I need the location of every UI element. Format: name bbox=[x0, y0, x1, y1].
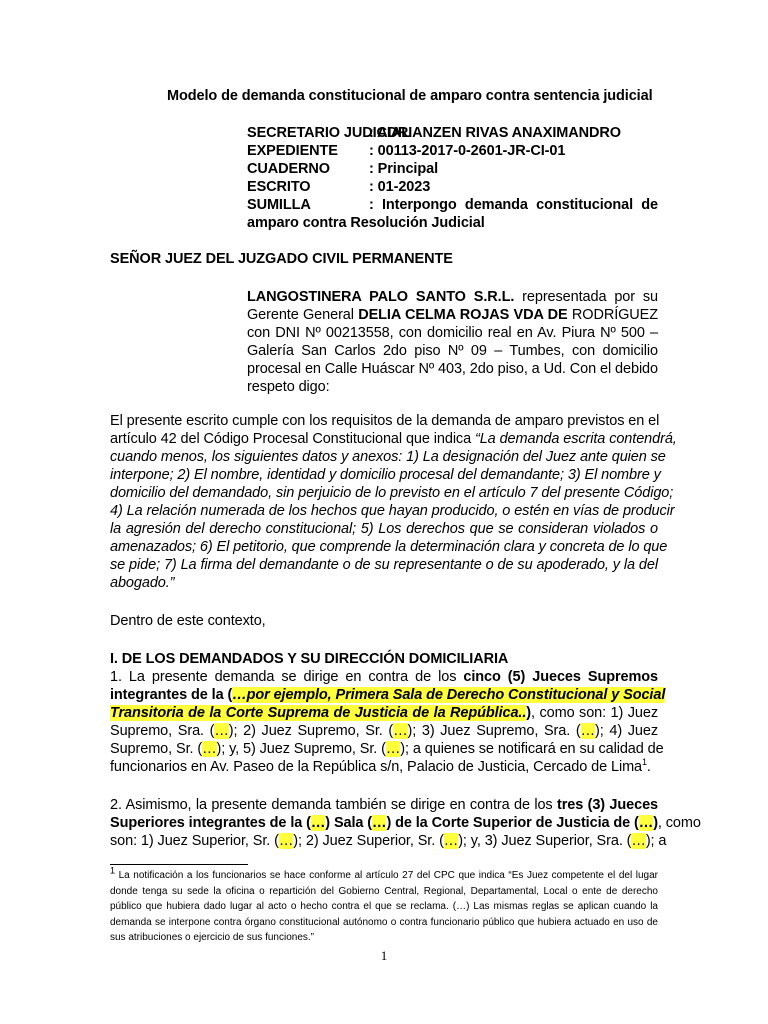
case-label-secretario: SECRETARIO JUDICIAL bbox=[247, 125, 410, 141]
case-value-secretario: : ADRIANZEN RIVAS ANAXIMANDRO bbox=[369, 125, 621, 141]
bold-text: ) bbox=[653, 815, 658, 831]
bold-text: tres (3) Jueces bbox=[557, 797, 658, 813]
paragraph-text: . bbox=[646, 759, 651, 775]
case-label-sumilla: SUMILLA bbox=[247, 197, 311, 213]
paragraph-text: ); y, 3) Juez Superior, Sra. ( bbox=[458, 833, 632, 849]
paragraph-text: ); 3) Juez Supremo, Sra. ( bbox=[407, 723, 581, 739]
paragraph-text: ); 4) Juez bbox=[595, 723, 658, 739]
paragraph-line bbox=[110, 430, 677, 448]
highlighted-ellipsis: … bbox=[631, 833, 646, 849]
intro-line bbox=[247, 288, 658, 306]
highlighted-ellipsis: … bbox=[214, 723, 229, 739]
quote-line: cuando menos, los siguientes datos y anexos: 1) La designación del Juez ante quien se bbox=[110, 449, 666, 465]
quote-line: amenazados; 6) El petitorio, que comprende la determinación clara y concreta de lo que bbox=[110, 539, 668, 555]
quote-line: abogado.” bbox=[110, 575, 175, 591]
paragraph-line bbox=[110, 704, 658, 722]
footnote-ref[interactable]: 1 bbox=[642, 757, 647, 768]
intro-line: respeto digo: bbox=[247, 379, 330, 395]
paragraph-text: ); a quienes se notificará en su calidad de bbox=[400, 741, 664, 757]
paragraph-line bbox=[110, 796, 658, 814]
footnote-number: 1 bbox=[110, 865, 116, 876]
footnote bbox=[110, 865, 658, 946]
manager-name: DELIA CELMA ROJAS VDA DE bbox=[358, 307, 568, 323]
paragraph-line bbox=[110, 814, 701, 832]
paragraph-text: son: 1) Juez Superior, Sr. ( bbox=[110, 833, 279, 849]
case-value-cuaderno: : Principal bbox=[369, 161, 438, 177]
bold-text: cinco (5) Jueces Supremos bbox=[463, 669, 658, 685]
quote-line: se pide; 7) La firma del demandante o de su representante o de su apoderado, y la del bbox=[110, 557, 658, 573]
highlighted-ellipsis: … bbox=[310, 815, 326, 831]
paragraph-text: ); a bbox=[645, 833, 667, 849]
context-line: Dentro de este contexto, bbox=[110, 613, 266, 629]
quote-line: la agresión del derecho constitucional; 5) Los derechos que se consideran violados o bbox=[110, 521, 658, 537]
paragraph-text: , como bbox=[657, 815, 701, 831]
quote-line: interpone; 2) El nombre, identidad y domicilio procesal del demandante; 3) El nombre y bbox=[110, 467, 661, 483]
page-number: 1 bbox=[380, 948, 388, 963]
case-value-escrito: : 01-2023 bbox=[369, 179, 431, 195]
highlighted-ellipsis: … bbox=[580, 723, 595, 739]
paragraph-text: , como son: 1) Juez bbox=[531, 705, 658, 721]
highlighted-ellipsis: … bbox=[385, 741, 401, 757]
highlighted-ellipsis: … bbox=[393, 723, 408, 739]
paragraph-line bbox=[110, 740, 664, 758]
bold-text: Superiores integrantes de la ( bbox=[110, 815, 311, 831]
intro-text: representada por su bbox=[514, 289, 659, 305]
paragraph-text: 2. Asimismo, la presente demanda también se dirige en contra de los bbox=[110, 797, 557, 813]
paragraph-text: Supremo, Sra. ( bbox=[110, 723, 215, 739]
intro-text: RODRÍGUEZ bbox=[567, 307, 659, 323]
bold-text: ) bbox=[526, 705, 532, 721]
paragraph-line bbox=[110, 758, 651, 776]
highlighted-ellipsis: … bbox=[443, 833, 459, 849]
document-title: Modelo de demanda constitucional de amparo contra sentencia judicial bbox=[167, 88, 653, 104]
case-label-escrito: ESCRITO bbox=[247, 179, 311, 195]
case-value-expediente: : 00113-2017-0-2601-JR-CI-01 bbox=[369, 143, 566, 159]
case-label-cuaderno: CUADERNO bbox=[247, 161, 330, 177]
highlighted-text: Transitoria de la Corte Suprema de Justicia de la República.. bbox=[110, 705, 527, 721]
intro-text: Gerente General bbox=[247, 307, 359, 323]
section-heading: I. DE LOS DEMANDADOS Y SU DIRECCIÓN DOMICILIARIA bbox=[110, 651, 509, 667]
footnote-text: La notificación a los funcionarios se hace conforme al artículo 27 del CPC que indica “Es Juez competente el del lugar donde tenga su sede la oficina o repartición del Gobierno Central, Regional, Departamental, Local o ente de derecho público que hubiera dado lugar al acto o hecho contra el que se reclama. (…) Las mismas reglas se aplican cuando la demanda se interpone contra órgano constitucional autónomo o contra funcionario público que hubiera actuado en uso de sus atribuciones o ejercicio de sus funciones.” bbox=[110, 870, 658, 944]
paragraph-line bbox=[110, 832, 667, 850]
intro-line: Galería San Carlos 2do piso Nº 09 – Tumbes, con domicilio bbox=[247, 343, 658, 359]
bold-text: ) Sala ( bbox=[325, 815, 373, 831]
quote-text: “La demanda escrita contendrá, bbox=[474, 431, 677, 447]
bold-text: ) de la Corte Superior de Justicia de ( bbox=[386, 815, 639, 831]
intro-line bbox=[247, 306, 658, 324]
paragraph-text: Supremo, Sr. ( bbox=[110, 741, 203, 757]
paragraph-line bbox=[110, 722, 658, 740]
addressee: SEÑOR JUEZ DEL JUZGADO CIVIL PERMANENTE bbox=[110, 251, 453, 267]
quote-line: domicilio del demandado, sin perjuicio de lo previsto en el artículo 7 del presente Código; bbox=[110, 485, 674, 501]
paragraph-text: artículo 42 del Código Procesal Constitucional que indica bbox=[110, 431, 475, 447]
intro-line: procesal en Calle Huáscar Nº 403, 2do piso, a Ud. Con el debido bbox=[247, 361, 658, 377]
paragraph-text: 1. La presente demanda se dirige en contra de los bbox=[110, 669, 464, 685]
highlighted-ellipsis: … bbox=[202, 741, 217, 757]
paragraph-line bbox=[110, 668, 658, 686]
paragraph-text: ); y, 5) Juez Supremo, Sr. ( bbox=[216, 741, 386, 757]
case-value-sumilla-cont: amparo contra Resolución Judicial bbox=[247, 215, 485, 231]
company-name: LANGOSTINERA PALO SANTO S.R.L. bbox=[247, 289, 515, 305]
bold-text: integrantes de la ( bbox=[110, 687, 233, 703]
case-value-sumilla: : Interpongo demanda constitucional de bbox=[369, 197, 658, 213]
paragraph-line bbox=[110, 686, 666, 704]
case-label-expediente: EXPEDIENTE bbox=[247, 143, 338, 159]
paragraph-text: ); 2) Juez Supremo, Sr. ( bbox=[228, 723, 394, 739]
footnote-separator bbox=[110, 864, 248, 865]
paragraph-text: ); 2) Juez Superior, Sr. ( bbox=[293, 833, 444, 849]
highlighted-text: …por ejemplo, Primera Sala de Derecho Constitucional y Social bbox=[232, 687, 666, 703]
paragraph-line: El presente escrito cumple con los requisitos de la demanda de amparo previstos en el bbox=[110, 413, 660, 429]
highlighted-ellipsis: … bbox=[638, 815, 654, 831]
highlighted-ellipsis: … bbox=[372, 815, 387, 831]
highlighted-ellipsis: … bbox=[278, 833, 294, 849]
intro-line: con DNI Nº 00213558, con domicilio real en Av. Piura Nº 500 – bbox=[247, 325, 658, 341]
paragraph-text: funcionarios en Av. Paseo de la República s/n, Palacio de Justicia, Cercado de Lima bbox=[110, 759, 643, 775]
quote-line: 4) La relación numerada de los hechos que hayan producido, o estén en vías de producir bbox=[110, 503, 675, 519]
